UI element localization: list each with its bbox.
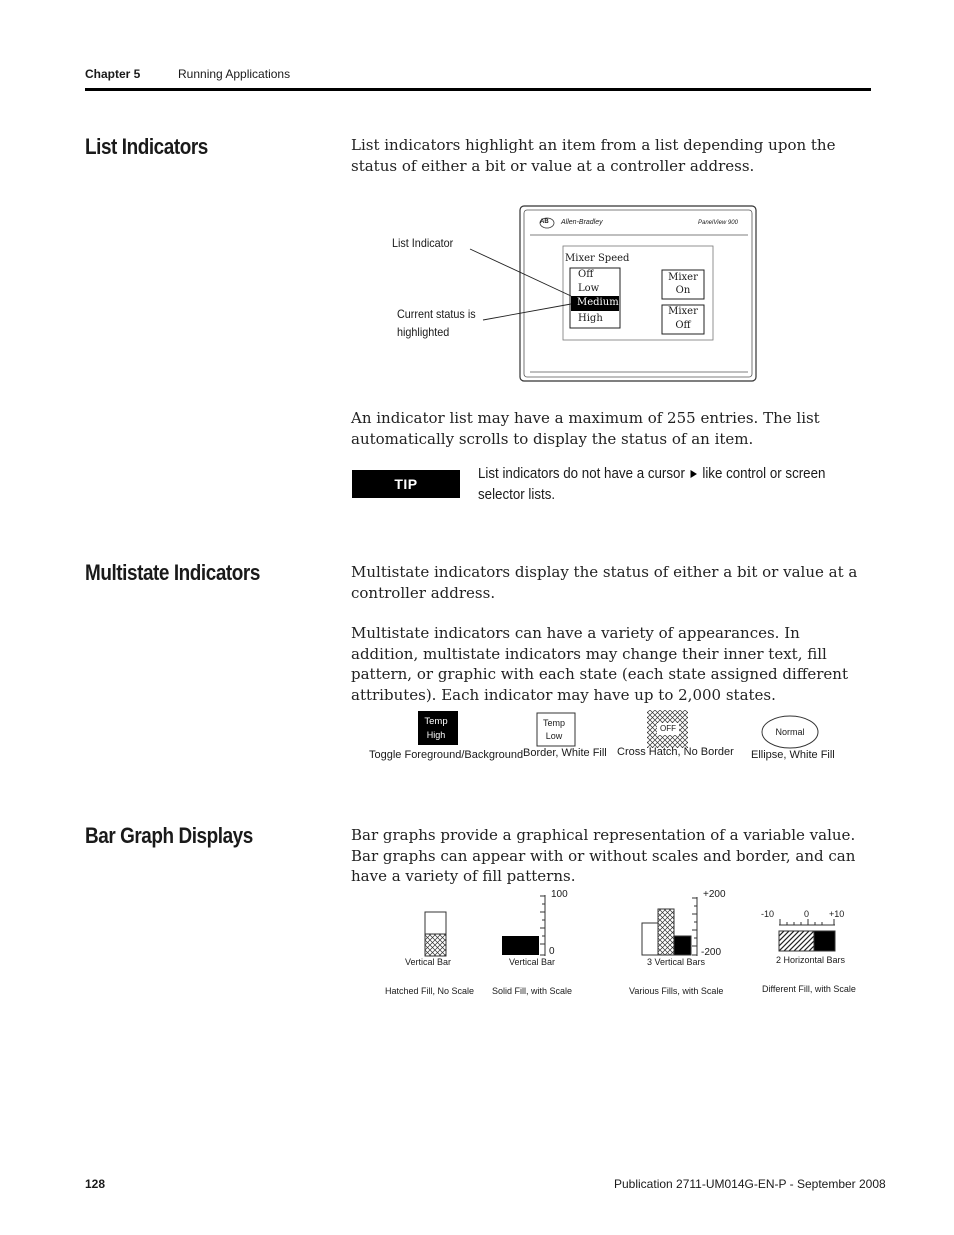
caption-ellipse: Ellipse, White Fill — [751, 749, 835, 761]
bar2-scale-max: 100 — [551, 889, 568, 900]
bar4-label: 2 Horizontal Bars — [776, 955, 846, 965]
mixer-off-line2: Off — [675, 320, 691, 331]
mixer-on-line2: On — [675, 285, 691, 296]
bar2-fill — [502, 936, 539, 955]
border-indicator-line1: Temp — [542, 718, 565, 728]
list-item-off: Off — [578, 269, 594, 280]
bar1-fill — [425, 934, 446, 956]
caption-crosshatch: Cross Hatch, No Border — [617, 746, 734, 758]
bar3-label: 3 Vertical Bars — [647, 957, 706, 967]
bar3a — [642, 923, 658, 955]
heading-bar-graph-displays: Bar Graph Displays — [85, 823, 253, 848]
list-intro-paragraph: List indicators highlight an item from a list depending upon the status of either a bit or value at a controller address. — [351, 136, 836, 175]
mixer-off-line1: Mixer — [668, 306, 698, 317]
list-item-high: High — [578, 313, 603, 324]
toggle-indicator-line1: Temp — [424, 716, 448, 727]
bar1-caption: Hatched Fill, No Scale — [385, 986, 475, 996]
bar4b — [814, 931, 835, 951]
bar1-label: Vertical Bar — [405, 957, 452, 967]
multistate-paragraph-1: Multistate indicators display the status of either a bit or value at a controller address. — [351, 563, 858, 602]
heading-multistate-indicators: Multistate Indicators — [85, 560, 260, 585]
list-title: Mixer Speed — [565, 253, 630, 264]
callout-status-line1: Current status is — [397, 307, 476, 321]
bar3c — [674, 936, 691, 955]
brand-label: Allen-Bradley — [561, 219, 603, 226]
bar4a — [779, 931, 814, 951]
tip-text-before: List indicators do not have a cursor — [478, 466, 685, 482]
crosshatch-indicator-label: OFF — [660, 724, 676, 733]
list-after-paragraph: An indicator list may have a maximum of 255 entries. The list automatically scrolls to display the status of an item. — [351, 409, 820, 448]
ellipse-indicator-label: Normal — [775, 727, 805, 737]
callout-list-indicator: List Indicator — [392, 236, 454, 250]
bar3-scale-min: -200 — [701, 947, 722, 958]
bargraph-paragraph: Bar graphs provide a graphical representation of a variable value. Bar graphs can appear with or without scales and border, and can have a variety of fill patterns. — [351, 826, 856, 885]
list-item-medium-selected: Medium — [577, 297, 619, 308]
bar4-caption: Different Fill, with Scale — [762, 984, 856, 994]
chapter-label: Chapter 5 — [85, 67, 141, 81]
caption-border-white: Border, White Fill — [523, 747, 607, 759]
bar2-scale-min: 0 — [549, 946, 555, 957]
bar4-scale-ticks — [780, 919, 834, 925]
list-item-low: Low — [578, 283, 600, 294]
publication-id: Publication 2711-UM014G-EN-P - September 2008 — [614, 1177, 886, 1191]
callout-status-line2: highlighted — [397, 325, 450, 339]
toggle-indicator-line2: High — [426, 730, 446, 740]
bar2-caption: Solid Fill, with Scale — [492, 986, 573, 996]
page-number: 128 — [85, 1177, 106, 1191]
bar3-scale-ticks — [692, 898, 697, 955]
model-label: PanelView 900 — [698, 220, 738, 226]
bar2-scale-ticks — [540, 896, 545, 955]
bar3-caption: Various Fills, with Scale — [629, 986, 724, 996]
mixer-on-line1: Mixer — [668, 272, 698, 283]
bar3b — [658, 909, 674, 955]
bar4-scale-max: +10 — [829, 909, 845, 919]
bar3-scale-max: +200 — [703, 889, 726, 900]
tip-text-after: like control or screen selector lists. — [478, 466, 826, 503]
heading-list-indicators: List Indicators — [85, 134, 208, 159]
bar4-scale-mid: 0 — [804, 909, 810, 919]
tip-label: TIP — [352, 470, 460, 498]
bar4-scale-min: -10 — [761, 909, 775, 919]
multistate-paragraph-2: Multistate indicators can have a variety of appearances. In addition, multistate indicators may change their inner text, fill pattern, or graphic with each state (each state assigned different attributes). Each indicator may have up to 2,000 states. — [351, 624, 848, 704]
section-label: Running Applications — [178, 67, 291, 81]
border-indicator-line2: Low — [545, 731, 563, 741]
ab-logo-text: AB — [540, 219, 549, 225]
bar2-label: Vertical Bar — [509, 957, 556, 967]
caption-toggle: Toggle Foreground/Background — [369, 749, 524, 761]
